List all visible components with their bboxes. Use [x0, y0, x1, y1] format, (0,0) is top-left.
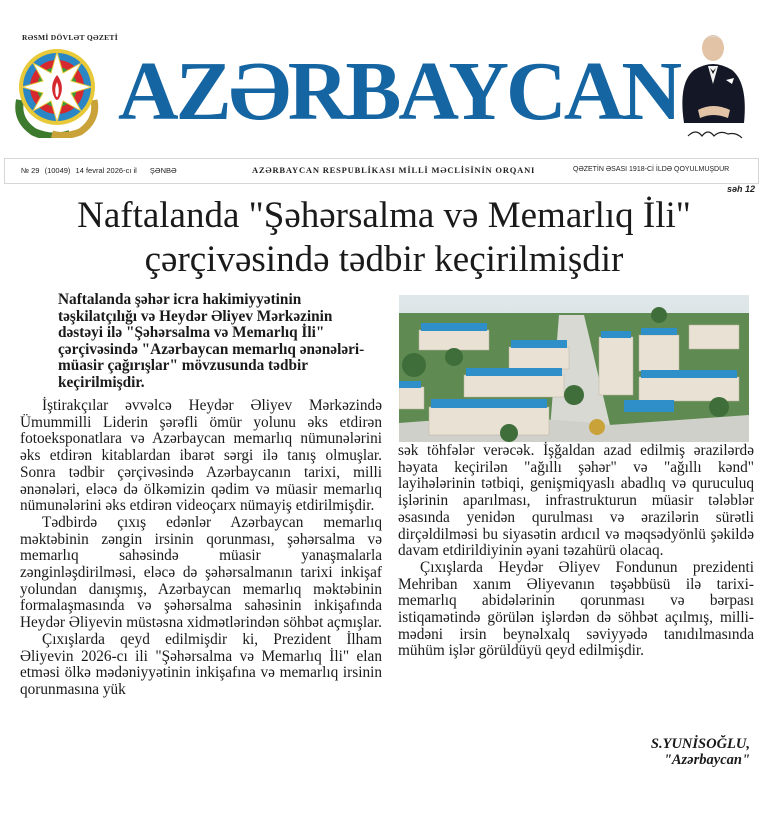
- issue-number: № 29: [21, 166, 40, 175]
- article-paragraph: Çıxışlarda qeyd edilmişdir ki, Prezident İlham Əliyevin 2026-cı ili "Şəhərsalma və Memarlıq İli" elan etməsi ölkə mədəniyyətinin inkişafına və memarlıq irsinin qorunmasına yük: [20, 630, 382, 698]
- article-byline: [560, 736, 750, 768]
- issue-info-bar: [4, 158, 759, 184]
- author-name: S.YUNİSOĞLU,: [650, 736, 750, 752]
- founded-label: QƏZETİN ƏSASI 1918-Cİ İLDƏ QOYULMUŞDUR: [573, 166, 730, 173]
- headline-line-1: Naftalanda "Şəhərsalma və Memarlıq İli": [77, 195, 691, 236]
- article-paragraph-continued: sək töhfələr verəcək. İşğaldan azad edilmiş ərazilərdə həyata keçirilən "ağıllı şəhər" və "ağıllı kənd" layihələrinin tətbiqi, genişmiqyaslı abadlıq və quruculuq işlərinin aparılması, infrastrukturun müasir tələblər əsasında yenidən qurulması və ərazilərin sürətli dirçəldilməsi bu siyasətin ardıcıl və məqsədyönlü şəkildə davam etdirildiyinin əyani təzahürü olacaq.: [398, 442, 754, 560]
- article-paragraph: Çıxışlarda Heydər Əliyev Fondunun prezidenti Mehriban xanım Əliyevanın təşəbbüsü ilə tarixi-memarlıq abidələrinin qorunması və bərpası istiqamətində görülən işlərdən də söhbət açılmış, milli-mədəni irsin beynəlxalq səviyyədə tanıdılmasında mühüm işlər görüldüyü qeyd edilmişdir.: [398, 558, 754, 660]
- author-outlet: "Azərbaycan": [663, 752, 750, 768]
- state-emblem-icon: [12, 42, 102, 138]
- article-paragraph: Tədbirdə çıxış edənlər Azərbaycan memarlıq məktəbinin zəngin irsinin qorunması, şəhərsalma və memarlıq sahəsində müasir yanaşmalarla zənginləşdirilməsi, eləcə də şəhərsalmanın tarixi inkişaf yolundan danışmış, Azərbaycan memarlıq məktəbinin formalaşmasında və şəhərsalma sahəsinin inkişafında Heydər Əliyevin müstəsna xidmətlərindən söhbət açmışlar.: [20, 513, 382, 632]
- article-headline: [0, 194, 768, 282]
- issue-date: 14 fevral 2026-cı il: [75, 166, 137, 175]
- headline-line-2: çərçivəsində tədbir keçirilmişdir: [144, 239, 624, 280]
- newspaper-logo: AZƏRBAYCAN: [118, 45, 680, 138]
- issue-details: [21, 166, 180, 175]
- masthead: [0, 0, 768, 155]
- official-newspaper-label: RƏSMİ DÖVLƏT QƏZETİ: [22, 33, 118, 42]
- issue-total: (10049): [44, 166, 71, 175]
- parliament-organ-label: AZƏRBAYCAN RESPUBLİKASI MİLLİ MƏCLİSİNİN ORQANI: [252, 165, 536, 175]
- issue-weekday: ŞƏNBƏ: [149, 166, 177, 175]
- article-column-right: [398, 443, 754, 660]
- article-paragraph: İştirakçılar əvvəlcə Heydər Əliyev Mərkəzində Ümummilli Liderin şərəfli ömür yolunu əks etdirən fotoeksponatlara və Azərbaycan memarlıq nümunələrini əks etdirən kitablardan ibarət sərgi ilə tanış olmuşlar. Sonra tədbir çərçivəsində Azərbaycanın tarixi, milli ənənələri, eləcə də ölkəmizin qədim və müasir memarlıq nümunələrini əks etdirən videoçarx nümayiş etdirilmişdir.: [20, 397, 382, 515]
- aerial-city-photo-icon: [399, 295, 749, 442]
- article-lead: Naftalanda şəhər icra hakimiyyətinin təşkilatçılığı və Heydər Əliyev Mərkəzinin dəstəyi ilə "Şəhərsalma və Memarlıq İli" çərçivəsində "Azərbaycan memarlıq ənənələri-müasir çağırışlar" mövzusunda tədbir keçirilmişdir.: [58, 291, 365, 391]
- page-number: səh 12: [727, 184, 756, 194]
- article-column-left: [20, 398, 382, 699]
- portrait-icon: [668, 28, 758, 146]
